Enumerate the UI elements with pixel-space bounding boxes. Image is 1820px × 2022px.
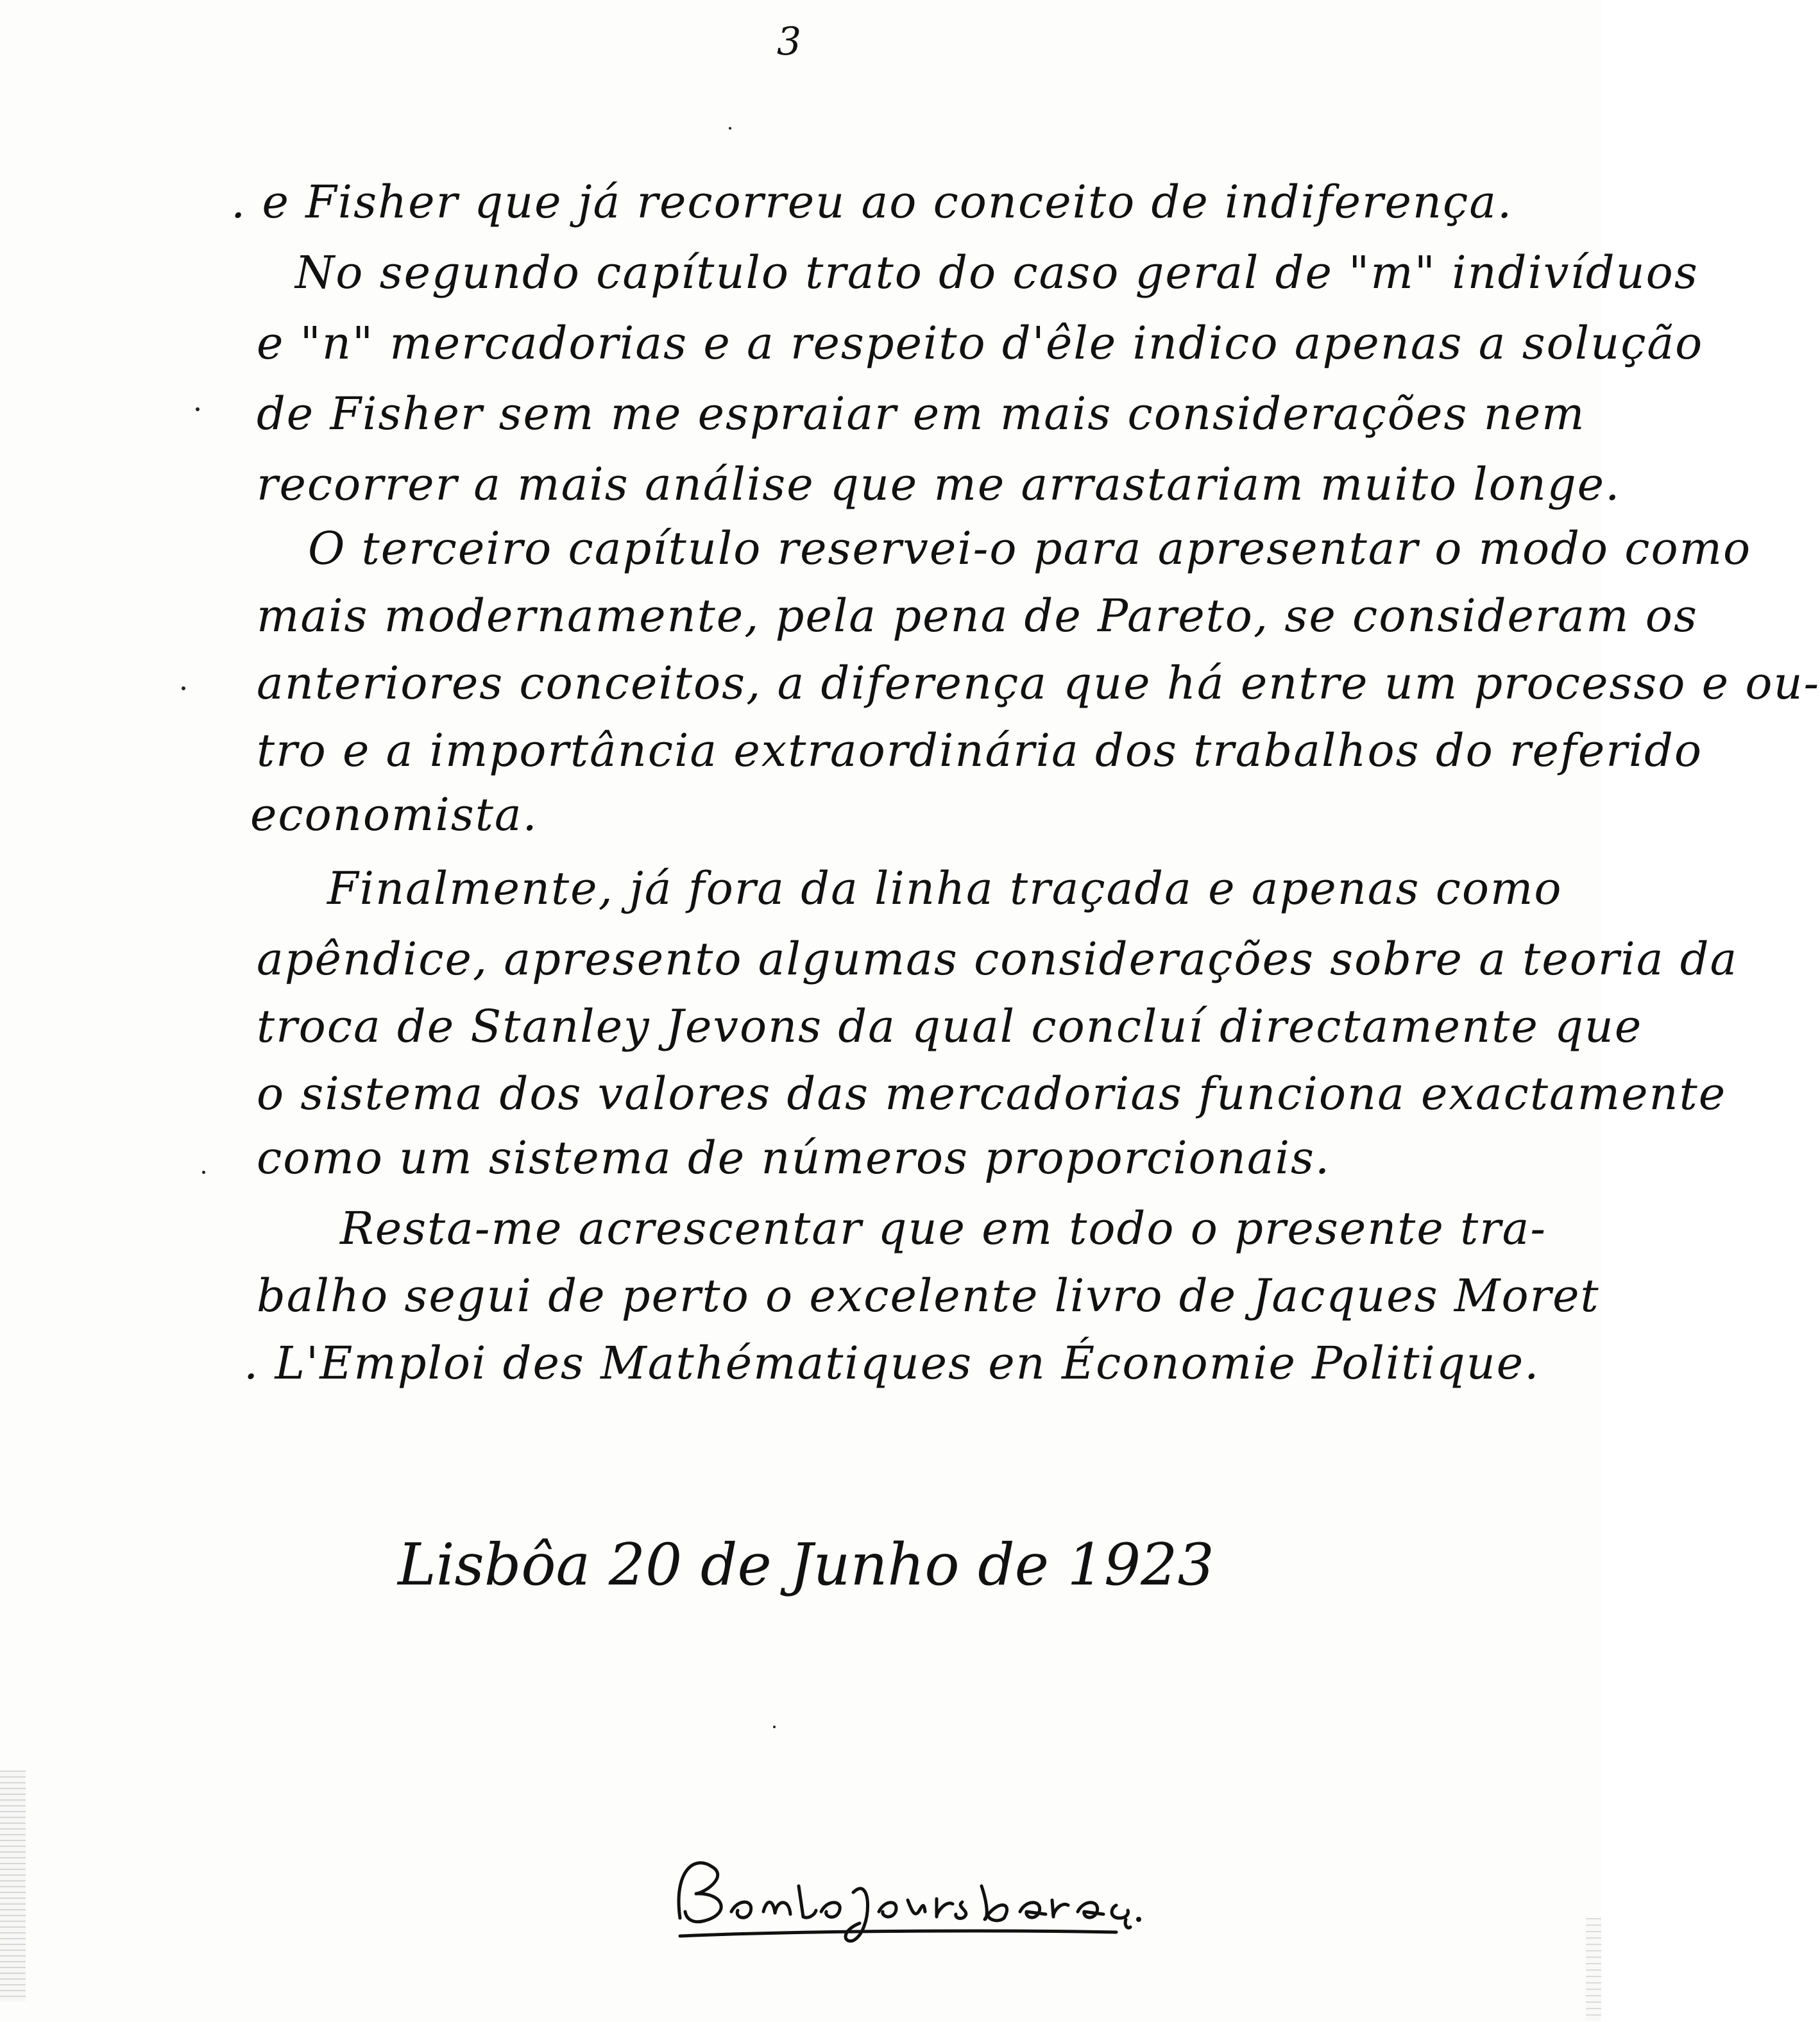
text-line-6: O terceiro capítulo reservei-o para apresentar o modo como	[308, 522, 1752, 575]
text-line-7: mais modernamente, pela pena de Pareto, se consideram os	[257, 590, 1698, 642]
ink-speck	[729, 127, 731, 130]
ink-speck	[773, 1726, 776, 1728]
text-line-12: apêndice, apresento algumas considerações sobre a teoria da	[257, 933, 1739, 985]
text-line-3: e "n" mercadorias e a respeito d'êle indico apenas a solução	[257, 317, 1704, 370]
text-line-15: como um sistema de números proporcionais.	[257, 1132, 1331, 1184]
text-line-8: anteriores conceitos, a diferença que há entre um processo e ou-	[257, 657, 1820, 709]
ink-speck	[202, 1171, 205, 1174]
text-line-4: de Fisher sem me espraiar em mais considerações nem	[257, 387, 1586, 440]
text-line-2: No segundo capítulo trato do caso geral de "m" indivíduos	[295, 246, 1699, 299]
scan-edge-right	[1586, 1918, 1601, 2021]
text-line-11: Finalmente, já fora da linha traçada e apenas como	[327, 862, 1563, 915]
text-line-13: troca de Stanley Jevons da qual concluí directamente que	[257, 1000, 1643, 1053]
text-line-14: o sistema dos valores das mercadorias funciona exactamente	[257, 1067, 1727, 1120]
text-line-17: balho segui de perto o excelente livro de Jacques Moret	[257, 1270, 1600, 1322]
handwritten-signature	[667, 1848, 1155, 1944]
scan-edge-left	[0, 1771, 26, 2001]
text-line-1: . e Fisher que já recorreu ao conceito de indiferença.	[231, 176, 1513, 228]
text-line-10: economista.	[250, 788, 538, 841]
ink-speck	[182, 686, 185, 690]
ink-speck	[196, 407, 200, 411]
text-line-18: . L'Emploi des Mathématiques en Économie Politique.	[244, 1337, 1540, 1389]
page-number: 3	[776, 19, 802, 64]
signature-drawing	[667, 1848, 1155, 1944]
text-line-16: Resta-me acrescentar que em todo o presente tra-	[340, 1202, 1547, 1255]
text-line-5: recorrer a mais análise que me arrastariam muito longe.	[257, 458, 1621, 511]
dateline: Lisbôa 20 de Junho de 1923	[398, 1531, 1214, 1599]
text-line-9: tro e a importância extraordinária dos trabalhos do referido	[257, 724, 1703, 777]
